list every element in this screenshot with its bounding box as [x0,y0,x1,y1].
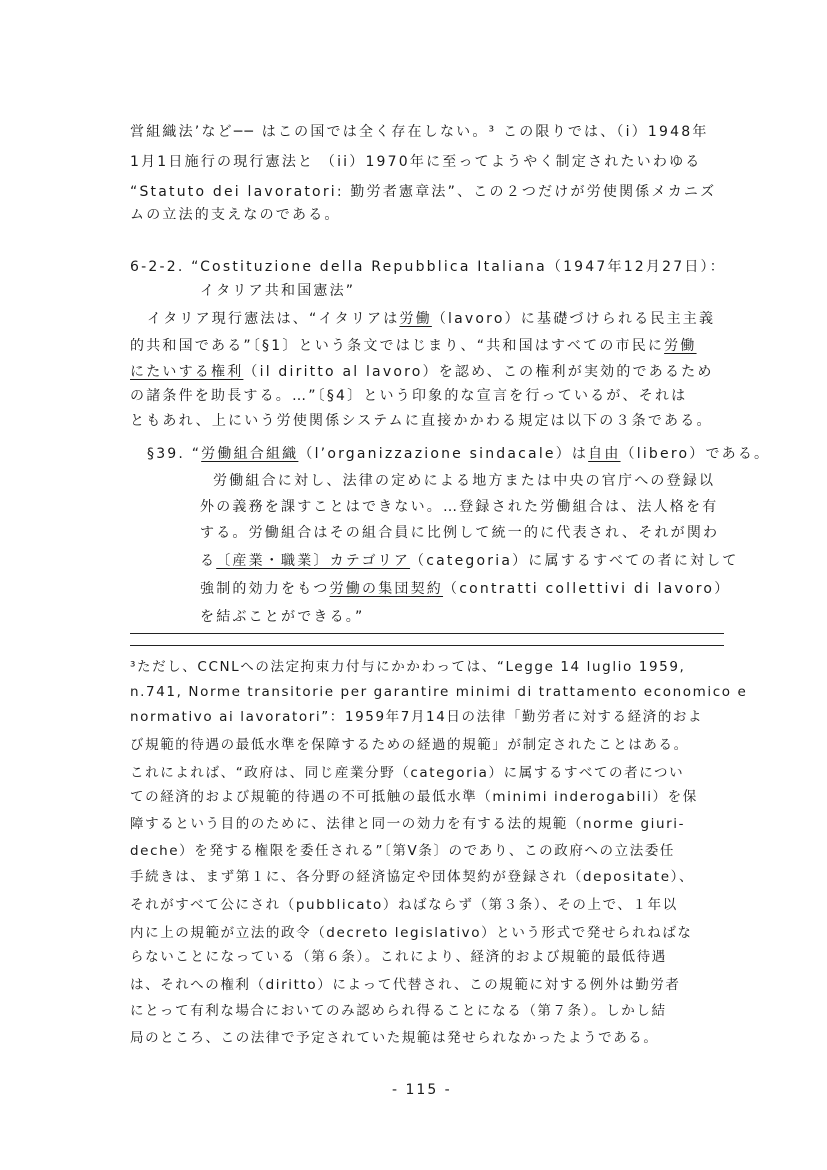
footnote-line-3: normativo ai lavoratori”：1959年7月14日の法律「勤労者に対する経済的およ [130,709,704,725]
footnote-line-12: らないことになっている（第６条）。これにより、経済的および規範的最低待遇 [130,949,667,965]
body-text: （contratti collettivi di lavoro） [443,581,731,597]
underlined-term: 自由 [588,446,621,462]
underlined-term: 労働組合組織 [201,446,299,462]
footnote-line-15: 局のところ、この法律で予定されていた規範は発せられなかったようである。 [130,1030,659,1046]
intro-line-1: 営組織法’など── はこの国では全く存在しない。³ この限りでは、（i）1948年 [130,124,709,140]
page-number: - 115 - [392,1082,452,1098]
intro-line-3: “Statuto dei lavoratori: 勤労者憲章法”、この２つだけが労使関係メカニズ [130,184,717,200]
underlined-term: 労働の集団契約 [329,581,444,597]
body-text: る [200,553,217,569]
article-39-line-3: する。労働組合はその組合員に比例して統一的に代表され、それが関わ [200,525,720,541]
footnote-line-2: n.741, Norme transitorie per garantire minimi di trattamento economico e [130,684,748,700]
footnote-line-14: にとって有利な場合においてのみ認められ得ることになる（第７条）。しかし結 [130,1003,667,1019]
footnote-line-8: deche）を発する権限を委任される”〔第Ⅴ条〕のであり、この政府への立法委任 [130,843,676,859]
footnote-line-1: ³ただし、CCNLへの法定拘束力付与にかかわっては、“Legge 14 luglio 1959, [130,659,686,675]
article-39-line-4 [200,551,739,571]
body-text: イタリア現行憲法は、“イタリアは [147,311,400,327]
footnote-line-4: び規範的待遇の最低水準を保障するための経過的規範」が制定されたことはある。 [130,737,689,753]
article-label: §39. “ [147,446,202,462]
article-39-heading [147,444,770,464]
footnote-line-10: それがすべて公にされ（pubblicato）ねばならず（第３条）、その上で、１年以 [130,897,678,913]
body-text: （categoria）に属するすべての者に対して [410,553,739,569]
footnote-line-9: 手続きは、まず第１に、各分野の経済協定や団体契約が登録され（depositate）、 [130,869,695,885]
section-heading: 6-2-2. “Costituzione della Repubblica Italiana（1947年12月27日）： [130,259,726,275]
body-line-2 [130,336,697,356]
underlined-term: 労働 [664,338,697,354]
footnote-line-5: これによれば、“政府は、同じ産業分野（categoria）に属するすべての者につい [130,765,685,781]
article-39-line-6: を結ぶことができる。” [200,609,365,625]
article-39-line-2: 外の義務を課すことはできない。…登録された労働組合は、法人格を有 [200,499,719,515]
body-text: （libero）である。 [620,446,771,462]
underlined-term: にたいする権利 [130,364,244,380]
intro-line-2: 1月1日施行の現行憲法と （ii）1970年に至ってようやく制定されたいわゆる [130,154,702,170]
body-line-5: ともあれ、上にいう労使関係システムに直接かかわる規定は以下の３条である。 [130,413,713,429]
footnote-line-7: 障するという目的のために、法律と同一の効力を有する法的規範（norme giuri- [130,816,686,832]
body-line-3 [130,362,714,382]
body-text: （l’organizzazione sindacale）は [298,446,589,462]
footnote-line-11: 内に上の規範が立法的政令（decreto legislativo）という形式で発せられねばな [130,925,693,941]
article-39-line-5 [200,579,730,599]
intro-line-4: ムの立法的支えなのである。 [130,207,341,223]
article-39-line-1: 労働組合に対し、法律の定めによる地方または中央の官庁への登録以 [213,473,716,489]
body-line-4: の諸条件を助長する。…”〔§4〕という印象的な宣言を行っているが、それは [130,388,688,404]
underlined-term: 労働 [399,311,432,327]
body-text: （lavoro）に基礎づけられる民主主義 [431,311,716,327]
footnote-line-13: は、それへの権利（diritto）によって代替され、この規範に対する例外は勤労者 [130,977,681,993]
section-heading-subtitle: イタリア共和国憲法” [200,283,356,299]
footnote-separator [130,633,724,634]
body-line-1 [147,309,715,329]
footnote-line-6: ての経済的および規範的待遇の不可抵触の最低水準（minimi inderogabili）を保 [130,789,698,805]
underlined-term: 〔産業・職業〕カテゴリア [216,553,411,569]
body-text: 的共和国である”〔§1〕という条文ではじまり、“共和国はすべての市民に [130,338,665,354]
body-text: （il diritto al lavoro）を認め、この権利が実効的であるため [243,364,714,380]
footnote-separator-lower [130,645,724,646]
body-text: 強制的効力をもつ [200,581,330,597]
